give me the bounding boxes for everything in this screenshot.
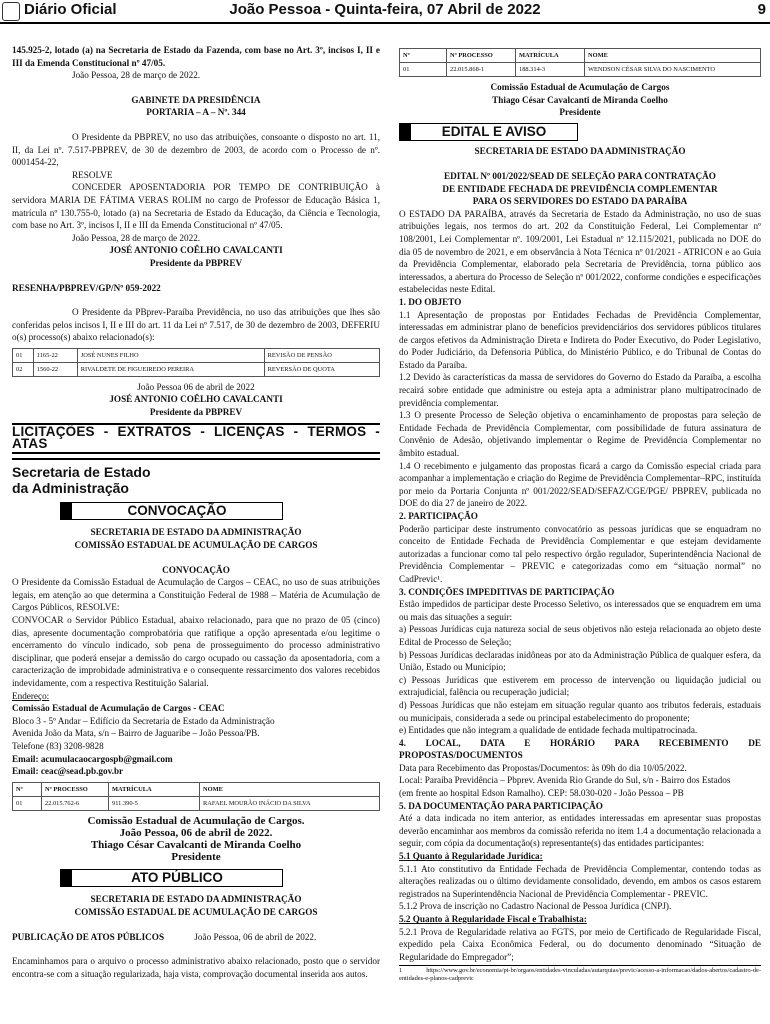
endereco-line: Avenida João da Mata, s/n – Bairro de Jaguaribe – João Pessoa/PB.: [12, 728, 260, 739]
edital-aviso-tag: EDITAL E AVISO: [399, 123, 578, 142]
table-row: [400, 63, 761, 77]
body-paragraph: e) Entidades que não integram a qualidade de entidade fechada multipatrocinada.: [399, 725, 698, 736]
signer-name: JOSÉ ANTONIO COÊLHO CAVALCANTI: [109, 394, 283, 405]
convocacao-table: [12, 782, 380, 811]
table-cell: 22.015.868-1: [447, 63, 516, 77]
endereco-line: Comissão Estadual de Acumulação de Cargos - CEAC: [12, 703, 225, 714]
ato-sign: Presidente: [559, 107, 601, 118]
body-paragraph: 5.2.1 Prova de Regularidade relativa ao FGTS, por meio de Certificado de Regularidade Fiscal, expedido pela Caixa Econômica Federal, ou do documento denominado “Situação de Regularidade do Empregador”;: [399, 926, 761, 962]
body-paragraph: 5.1.2 Prova de inscrição no Cadastro Nacional de Pessoa Jurídica (CNPJ).: [399, 901, 672, 912]
body-paragraph: (em frente ao hospital Edson Ramalho). CEP: 58.030-020 - João Pessoa – PB: [399, 788, 684, 799]
table-cell: 02: [13, 362, 34, 376]
org-heading: SECRETARIA DE ESTADO DA ADMINISTRAÇÃO: [474, 146, 686, 157]
ato-table: [399, 48, 761, 77]
table-cell: 01: [13, 796, 42, 810]
endereco-line: Telefone (83) 3208-9828: [12, 740, 104, 751]
section-heading: 1. DO OBJETO: [399, 296, 462, 307]
table-cell: WENDSON CÉSAR SILVA DO NASCIMENTO: [585, 63, 761, 77]
right-column: [399, 48, 761, 983]
resenha-body: O Presidente da PBprev-Paraíba Previdência, no uso das atribuições que lhes são conferidas pelos incisos I, II e III do art. 11 da Lei nº 7.517, de 30 de dezembro de 2003, DEFERIU o(s) processo(s) abaixo relacionado(s):: [12, 307, 380, 343]
ato-publico-tag: ATO PÚBLICO: [60, 869, 283, 888]
body-paragraph: Estão impedidos de participar deste Processo Seletivo, os interessados que se enquadrem em uma ou mais das situações a seguir:: [399, 599, 761, 622]
intro-date: João Pessoa, 28 de março de 2022.: [72, 70, 201, 81]
convocacao-sign: Presidente: [171, 850, 221, 863]
body-paragraph: b) Pessoas Jurídicas declaradas inidôneas por ato da Administração Pública de qualquer esfera, da União, Estado ou Município;: [399, 649, 761, 673]
table-cell: 911.390-5: [109, 796, 200, 810]
org-heading: SECRETARIA DE ESTADO DA ADMINISTRAÇÃO: [90, 894, 302, 905]
section-heading: 2. PARTICIPAÇÃO: [399, 511, 478, 521]
signer-role: Presidente da PBPREV: [149, 257, 243, 268]
convocacao-title: CONVOCAÇÃO: [162, 564, 230, 575]
body-paragraph: Até a data indicada no item anterior, as entidades interessadas em apresentar suas propostas deverão encaminhar aos membros da comissão referida no item 1.4 a documentação relacionada a seguir, com cópia da documentação(s) representante(s) das entidades participantes:: [399, 813, 761, 849]
table-row: [13, 348, 380, 362]
concede-text: CONCEDER APOSENTADORIA POR TEMPO DE CONTRIBUIÇÃO à servidora MARIA DE FÁTIMA VERAS ROLIM no cargo de Professor de Educação Básica 1, matrícula nº 130.755-0, lotado (a) na Secretaria de Estado da Educação, da Ciência e Tecnologia, com base no Art. 3º, incisos I, II e III da Emenda Constitucional nº 47/05.: [12, 182, 380, 231]
secretaria-heading: [12, 458, 380, 496]
ato-date: João Pessoa, 06 de abril de 2022.: [194, 931, 317, 942]
portaria-heading: PORTARIA – A – Nº. 344: [146, 107, 246, 118]
body-paragraph: c) Pessoas Jurídicas que estiverem em processo de intervenção ou liquidação judicial ou extrajudicial, falência ou recuperação judicial;: [399, 674, 761, 698]
table-header-cell: Nº PROCESSO: [42, 782, 109, 796]
table-cell: RAFAEL MOURÃO INÁCIO DA SILVA: [200, 796, 380, 810]
section-heading: 3. CONDIÇÕES IMPEDITIVAS DE PARTICIPAÇÃO: [399, 586, 615, 597]
org-heading: COMISSÃO ESTADUAL DE ACUMULAÇÃO DE CARGOS: [74, 906, 318, 917]
org-heading: SECRETARIA DE ESTADO DA ADMINISTRAÇÃO: [90, 527, 302, 538]
body-paragraph: 1.2 Devido às características da massa de servidores do Governo do Estado da Paraíba, a escolha recairá sobre entidade que administre ou esteja apta a administrar plano multipatrocinado de previdência complementar.: [399, 372, 761, 408]
ato-publication-title: PUBLICAÇÃO DE ATOS PÚBLICOS: [12, 931, 165, 942]
email-line: Email: ceac@sead.pb.gov.br: [12, 766, 124, 777]
table-cell: 01: [13, 348, 34, 362]
resenha-date: João Pessoa 06 de abril de 2022: [137, 381, 255, 392]
edital-title: PARA OS SERVIDORES DO ESTADO DA PARAÍBA: [472, 196, 688, 207]
signer-role: Presidente da PBPREV: [149, 407, 243, 418]
subsection-heading: 5.1 Quanto à Regularidade Jurídica:: [399, 851, 543, 862]
table-cell: 1560-22: [33, 362, 77, 376]
secretaria-line: da Administração: [12, 479, 129, 496]
resolve-label: RESOLVE: [72, 169, 113, 180]
body-paragraph: 1.4 O recebimento e julgamento das propostas ficará a cargo da Comissão especial criada para acompanhar a implementação e criação do Regime de Previdência Complementar–RPC, instituída por meio da Portaria Conjunta nº 001/2022/SEAD/SEFAZ/CGE/PGE/ PBPREV, publicada no DOE do dia 27 de janeiro de 2022.: [399, 460, 761, 509]
table-header-row: [400, 49, 761, 63]
table-header-cell: Nº: [13, 782, 42, 796]
table-header-cell: MATRÍCULA: [109, 782, 200, 796]
resenha-table: [12, 348, 380, 377]
table-header-row: [13, 782, 380, 796]
table-cell: 22.015.762-6: [42, 796, 109, 810]
convocacao-body: CONVOCAR o Servidor Público Estadual, abaixo relacionado, para que no prazo de 05 (cinco) dias, apresente documentação comprobatória que ratifique a opção apresentada e/ou legitime o encerramento do vínculo indicado, sob pena de prosseguimento do processo administrativo disciplinar, que poderá ensejar a demissão do cargo ocupado ou cassação da aposentadoria, com a caracterização de improbidade administrativa e o consequente ressarcimento dos valores recebidos indevidamente, com a respectiva Restituição Salarial.: [12, 615, 380, 688]
secretaria-line: Secretaria de Estado: [12, 463, 151, 480]
body-paragraph: Data para Recebimento das Propostas/Documentos: às 09h do dia 10/05/2022.: [399, 762, 687, 773]
body-paragraph: 1.1 Apresentação de propostas por Entidades Fechadas de Previdência Complementar, interessadas em administrar plano de benefícios previdenciários dos servidores públicos titulares de cargos efetivos da Administração Direta e Indireta do Poder Executivo, do Poder Legislativo, do Poder Judiciário, da Defensoria Pública, do Ministério Público, e do Tribunal de Contas do Estado da Paraíba.: [399, 309, 761, 370]
endereco-line: Bloco 3 - 5º Andar – Edifício da Secretaria de Estado da Administração: [12, 715, 275, 726]
ato-sign: Thiago César Cavalcanti de Miranda Coelho: [492, 94, 668, 105]
section-heading: 4. LOCAL, DATA E HORÁRIO PARA RECEBIMENTO DE PROPOSTAS/DOCUMENTOS: [399, 737, 761, 761]
ato-sign: Comissão Estadual de Acumulação de Cargos: [490, 82, 670, 92]
body-paragraph: 5.1.1 Ato constitutivo da Entidade Fechada de Previdência Complementar, contendo todas as alterações realizadas ou o último devidamente consolidado, devendo, em ambos os casos estarem registrados na Superintendência Nacional de Previdência Complementar - PREVIC.: [399, 863, 761, 899]
ato-body: Encaminhamos para o arquivo o processo administrativo abaixo relacionado, posto que o servidor encontra-se com a situação regularizada, haja vista, comprovação documental inserida aos autos.: [12, 956, 380, 979]
signer-name: JOSÉ ANTONIO COÊLHO CAVALCANTI: [109, 245, 283, 256]
table-cell: JOSÉ NUNES FILHO: [77, 348, 264, 362]
resenha-heading: RESENHA/PBPREV/GP/Nº 059-2022: [12, 282, 161, 293]
publication-name: Diário Oficial: [24, 1, 117, 18]
table-header-cell: Nº: [400, 49, 447, 63]
body-paragraph: Poderão participar deste instrumento convocatório as pessoas jurídicas que se enquadram no conceito de Entidade Fechada de Previdência Complementar e que estejam devidamente autorizadas a funcionar como tal pelo respectivo órgão regulador, Superintendência Nacional de Previdência Complementar – PREVIC e categorizadas como em “situação normal” no CadPrevic¹.: [399, 523, 761, 584]
ato-publication-line: [12, 931, 380, 944]
convocacao-sign: Comissão Estadual de Acumulação de Cargos.: [87, 814, 305, 827]
portaria-date: João Pessoa, 28 de março de 2022.: [72, 232, 201, 243]
edital-title: DE ENTIDADE FECHADA DE PREVIDÊNCIA COMPLEMENTAR: [442, 183, 718, 194]
edital-title: EDITAL Nº 001/2022/SEAD DE SELEÇÃO PARA CONTRATAÇÃO: [444, 170, 716, 181]
convocacao-sign: Thiago César Cavalcanti de Miranda Coelho: [90, 838, 302, 851]
email-line: Email: acumulacaocargospb@gmail.com: [12, 753, 173, 764]
body-paragraph: 1.3 O presente Processo de Seleção objetiva o encaminhamento de propostas para seleção de Entidade Fechada de Previdência Complementar, com possibilidade de futura assinatura de Convênio de Adesão, objetivando implementar o Regime de Previdência Complementar no âmbito estadual.: [399, 410, 761, 459]
page-header: [0, 0, 770, 24]
table-header-cell: MATRÍCULA: [516, 49, 585, 63]
table-header-cell: Nº PROCESSO: [447, 49, 516, 63]
body-paragraph: d) Pessoas Jurídicas que não estejam em situação regular quanto aos tributos federais, estaduais ou municipais, considerada a sede ou principal estabelecimento do proponente;: [399, 699, 761, 723]
table-header-cell: NOME: [200, 782, 380, 796]
table-row: [13, 796, 380, 810]
convocacao-body: O Presidente da Comissão Estadual de Acumulação de Cargos – CEAC, no uso de suas atribuições legais, em atenção ao que determina a Constituição Federal de 1988 – Matéria de Acumulação de Cargos Públicos, RESOLVE:: [12, 577, 380, 613]
endereco-label: Endereço:: [12, 690, 50, 701]
convocacao-sign: João Pessoa, 06 de abril de 2022.: [119, 826, 273, 839]
left-column: [12, 44, 380, 980]
table-row: [13, 362, 380, 376]
table-header-cell: NOME: [585, 49, 761, 63]
table-cell: REVISÃO DE PENSÃO: [264, 348, 379, 362]
table-cell: REVERSÃO DE QUOTA: [264, 362, 379, 376]
table-cell: RIVALDETE DE FIGUEIREDO PEREIRA: [77, 362, 264, 376]
table-cell: 188.314-3: [516, 63, 585, 77]
intro-text: 145.925-2, lotado (a) na Secretaria de Estado da Fazenda, com base no Art. 3º, incisos I, II e III da Emenda Constitucional nº 47/05.: [12, 45, 380, 68]
date-line: João Pessoa - Quinta-feira, 07 Abril de 2022: [229, 1, 541, 18]
edital-body: [399, 208, 761, 964]
gabinete-heading: GABINETE DA PRESIDÊNCIA: [131, 94, 261, 105]
convocacao-tag: CONVOCAÇÃO: [60, 502, 283, 521]
org-heading: COMISSÃO ESTADUAL DE ACUMULAÇÃO DE CARGOS: [74, 540, 318, 551]
subsection-heading: 5.2 Quanto à Regularidade Fiscal e Trabalhista:: [399, 914, 587, 924]
body-paragraph: O ESTADO DA PARAÍBA, através da Secretaria de Estado da Administração, no uso de suas atribuições legais, nos termos do art. 202 da Constituição Federal, Lei Complementar nº 108/2001, Lei Complementar nº. 109/2001, Lei Estadual nº 12.115/2021, publicada no DOE do dia 05 de novembro de 2021, e em observância à Nota Técnica nº 01/2021 - ATRICON e ao Guia da Previdência Complementar, elaborado pela Secretaria de Previdência, torna público aos interessados, a abertura do Processo de Seleção nº 001/2022, conforme condições e especificações estabelecidas neste Edital.: [399, 208, 761, 295]
table-cell: 1165-22: [33, 348, 77, 362]
portaria-body: O Presidente da PBPREV, no uso das atribuições, consoante o disposto no art. 11, II, da Lei nº. 7.517-PBPREV, de 30 de dezembro de 2003, de acordo com o Processo de nº. 0001454-22,: [12, 131, 380, 168]
section-heading: 5. DA DOCUMENTAÇÃO PARA PARTICIPAÇÃO: [399, 800, 603, 811]
footnote: 1 https://www.gov.br/economia/pt-br/orgaos/entidades-vinculadas/autarquias/previc/acesso-a-informacao/dados-abertos/cadastro-de-entidades-e-planos-cadprevic: [399, 967, 761, 983]
body-paragraph: a) Pessoas Jurídicas cuja natureza social de seus objetivos não esteja relacionada ao objeto deste Edital de Processo de Seleção;: [399, 624, 761, 647]
section-bar: LICITAÇÕES - EXTRATOS - LICENÇAS - TERMOS - ATAS: [12, 423, 380, 454]
body-paragraph: Local: Paraíba Previdência – Pbprev. Avenida Rio Grande do Sul, s/n - Bairro dos Estados: [399, 775, 731, 786]
table-cell: 01: [400, 63, 447, 77]
page-number: 9: [757, 1, 766, 18]
